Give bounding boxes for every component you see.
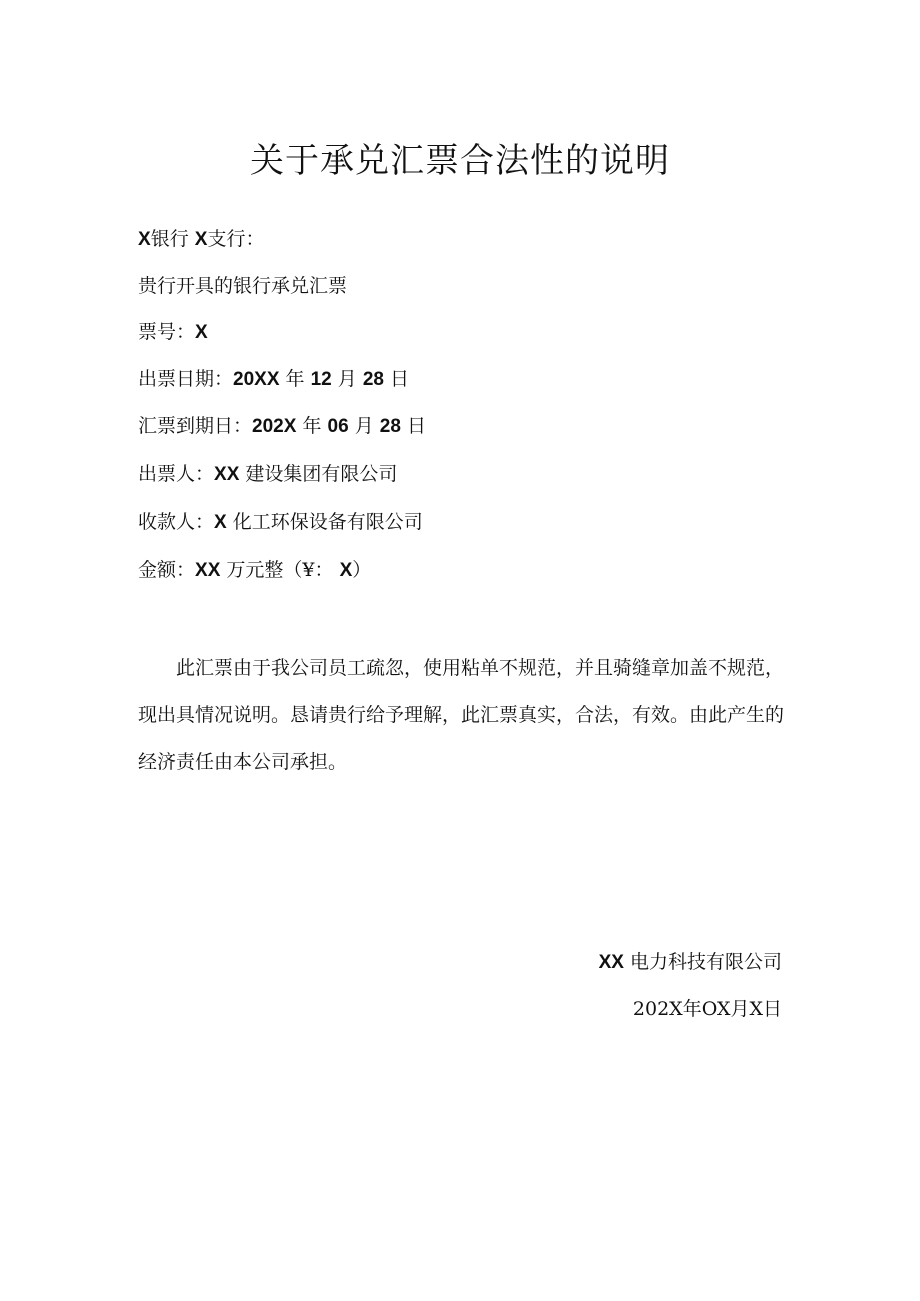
- issue-date-label: 出票日期：: [138, 368, 234, 390]
- drawer-label: 出票人：: [138, 463, 215, 485]
- year-char: 年: [302, 415, 322, 437]
- ticket-number-label: 票号：: [138, 321, 196, 343]
- amount-line: [138, 557, 371, 584]
- amount-figure: X: [339, 560, 353, 581]
- ticket-number-line: [138, 319, 208, 346]
- due-date-line: [138, 413, 426, 440]
- year-char: 年: [285, 368, 305, 390]
- bank-label: 银行: [150, 228, 189, 250]
- due-date-label: 汇票到期日：: [138, 415, 253, 437]
- signature-company: [599, 949, 782, 976]
- amount-label: 金额：: [138, 559, 196, 581]
- issue-date-line: [138, 366, 409, 393]
- signature-date: 202X年OX月X日: [632, 998, 782, 1020]
- payee-line: [138, 509, 423, 536]
- issue-year: 20XX: [233, 369, 280, 390]
- payee-label: 收款人：: [138, 511, 215, 533]
- month-char: 月: [354, 415, 374, 437]
- drawer-code: XX: [214, 464, 240, 485]
- branch-placeholder: X: [194, 229, 208, 250]
- month-char: 月: [337, 368, 357, 390]
- intro-line: 贵行开具的银行承兑汇票: [138, 275, 348, 297]
- document-title: 关于承兑汇票合法性的说明: [250, 140, 670, 181]
- amount-value: XX: [195, 560, 221, 581]
- day-char: 日: [406, 415, 426, 437]
- issue-month: 12: [310, 369, 332, 390]
- company-code: XX: [598, 952, 624, 973]
- amount-unit: 万元整（¥：: [226, 559, 334, 581]
- branch-label: 支行：: [207, 228, 265, 250]
- issue-day: 28: [362, 369, 384, 390]
- due-day: 28: [379, 416, 401, 437]
- amount-close: ）: [352, 559, 372, 581]
- day-char: 日: [390, 368, 410, 390]
- addressee-line: [138, 226, 264, 253]
- payee-name: 化工环保设备有限公司: [232, 511, 423, 533]
- ticket-number-value: X: [195, 322, 208, 343]
- company-name: 电力科技有限公司: [629, 951, 782, 973]
- bank-placeholder: X: [138, 229, 151, 250]
- explanation-paragraph: 此汇票由于我公司员工疏忽，使用粘单不规范，并且骑缝章加盖不规范，现出具情况说明。恳请贵行给予理解，此汇票真实，合法，有效。由此产生的经济责任由本公司承担。: [138, 657, 785, 773]
- due-year: 202X: [252, 416, 297, 437]
- due-month: 06: [327, 416, 349, 437]
- drawer-line: [138, 461, 397, 488]
- drawer-name: 建设集团有限公司: [245, 463, 398, 485]
- payee-code: X: [214, 512, 227, 533]
